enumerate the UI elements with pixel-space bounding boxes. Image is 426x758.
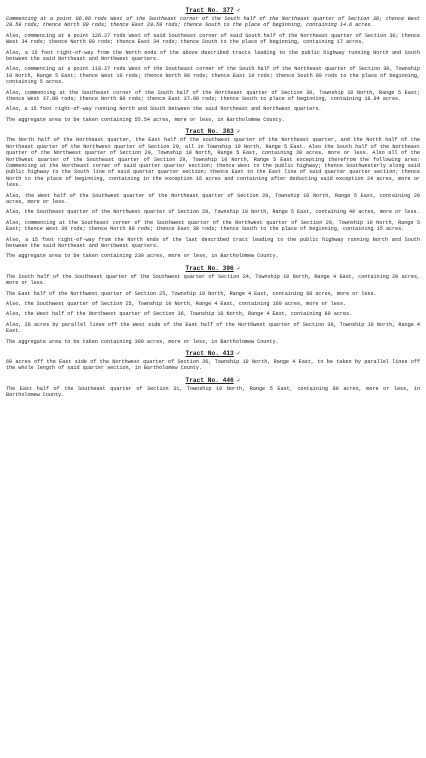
tract-title (6, 264, 420, 273)
tract-paragraph: Commencing at a point 86.88 rods West of the Southeast corner of the South half of the Northeast quarter of Section 30; thence West 29.59 rods; thence North 80 rods; thence East 29.59 rods; thence South to the place of beginning, containing 14.6 acres. (6, 16, 420, 29)
checkmark-icon: ✓ (236, 7, 241, 14)
tract-section (6, 349, 420, 372)
tract-paragraph: The East half of the Southeast quarter of Section 31, Township 10 North, Range 5 East, containing 80 acres, more or less, in Bartholomew County. (6, 385, 420, 399)
tract-paragraph: The North half of the Northeast quarter, the East half of the southwest quarter of the Northeast quarter, and the North half of the Northeast quarter of the Northwest quarter of Section 29, all in Township 10 North, Range 5 East. Also the South half of the Northeast quarter of the Northwest quarter of Section 29, Township 10 North, Range 5 East, containing 20 acres, more or less. Also all of the Northwest quarter of the Southeast quarter of Section 29, Township 10 North, Range 5 East excepting therefrom the following area: Commencing at the Northeast corner of said quarter quarter section; thence West to the public highway; thence Southwesterly along said public highway to the South line of said quarter quarter section; thence East to the East line of said quarter quarter section; thence North to the place of beginning, containing in the exception 16 acres and containing after deducting said exception 24 acres, more or less. (6, 137, 420, 189)
checkmark-icon: ✓ (236, 128, 241, 136)
tract-paragraph: Also, the West half of the Northwest quarter of Section 36, Township 10 North, Range 4 East, containing 80 acres. (6, 311, 353, 318)
tract-section (6, 127, 420, 260)
tract-paragraph: Also, the West half of the Southwest quarter of the Northeast quarter of Section 29, Township 10 North, Range 5 East, containing 20 acres, more or less. (6, 192, 420, 205)
tract-title-text: Tract No. 446 (185, 376, 234, 384)
tract-paragraph: 60 acres off the East side of the Northwest quarter of Section 36, Township 10 North, Range 4 East, to be taken by parallel lines off the whole length of said quarter section, in Bartholomew County. (6, 359, 420, 372)
tract-title (6, 127, 420, 136)
checkmark-icon: ✓ (236, 350, 241, 358)
tract-title (6, 349, 420, 358)
tract-section (6, 6, 420, 123)
tract-paragraph: Also, commencing at the Southeast corner of the South half of the Northeast quarter of Section 30, Township 10 North, Range 5 East; thence West 37.88 rods; thence North 80 rods; thence East 37.88 rods; thence South to place of beginning, containing 18.94 acres. (6, 89, 420, 103)
tract-paragraph: Also, a 15 foot right-of-way running North and South between the said Northeast and Northwest quarters. (6, 106, 322, 113)
tract-title-text: Tract No. 383 (185, 128, 234, 136)
checkmark-icon: ✓ (236, 264, 241, 272)
tract-paragraph: Also, the Southeast quarter of the Northwest quarter of Section 29, Township 10 North, Range 5 East, containing 40 acres, more or less. (6, 209, 420, 216)
tract-title-text: Tract No. 396 (185, 264, 234, 272)
tract-paragraph: The South half of the Southeast quarter of the Southwest quarter of Section 24, Township 10 North, Range 4 East, containing 20 acres, more or less. (6, 273, 420, 287)
tract-paragraph: The aggregate area to be taken containing 55.54 acres, more or less, in Bartholomew County. (6, 116, 285, 123)
tract-title (6, 376, 420, 385)
tract-paragraph: The aggregate area to be taken containing 360 acres, more or less, in Bartholomew County. (6, 338, 279, 345)
tract-paragraph: Also, the Southwest quarter of Section 25, Township 10 North, Range 4 East, containing 160 acres, more or less. (6, 301, 346, 307)
tract-section (6, 376, 420, 399)
tract-paragraph: Also, commencing at the Southeast corner of the Southwest quarter of the Northwest quarter of Section 29, Township 10 North, Range 5 East; thence West 30 rods; thence North 80 rods; thence East 30 rods; thence South to the place of beginning, containing 15 acres. (6, 219, 420, 233)
tract-section (6, 264, 420, 345)
checkmark-icon: ✓ (236, 376, 241, 384)
tract-paragraph: Also, commencing at a point 118.27 rods West of the Southeast corner of the South half of the Northeast quarter of Section 30, Township 10 North, Range 5 East; thence West 10 rods; thence North 80 rods; thence East 10 rods; thence South 80 rods to the place of beginning, containing 5 acres. (6, 66, 420, 86)
tract-title-text: Tract No. 377 (185, 7, 234, 14)
tract-title-text: Tract No. 413 (185, 350, 234, 358)
tract-paragraph: Also, a 15 foot right-of-way from the North ends of the last described tract leading to the public highway running North and South between the said Northeast and Northwest quarters. (6, 236, 420, 249)
tract-paragraph: Also, commencing at a point 126.27 rods West of said Southeast corner of said South half of the Northeast quarter of Section 30; thence West 34 rods; thence North 80 rods; thence East 34 rods; thence South to the place of beginning, containing 17 acres. (6, 32, 420, 46)
tract-paragraph: Also, 20 acres by parallel lines off the West side of the East half of the Northwest quarter of Section 36, Township 10 North, Range 4 East. (6, 321, 420, 335)
tract-paragraph: Also, a 15 foot right-of-way from the North ends of the above described tracts leading to the public highway running North and South between the said Northeast and Northwest quarters. (6, 49, 420, 63)
tract-title (6, 6, 420, 15)
tract-paragraph: The aggregate area to be taken containing 239 acres, more or less, in Bartholomew County. (6, 253, 279, 260)
tract-paragraph: The East half of the Northwest quarter of Section 25, Township 10 North, Range 4 East, containing 80 acres, more or less. (6, 290, 377, 297)
